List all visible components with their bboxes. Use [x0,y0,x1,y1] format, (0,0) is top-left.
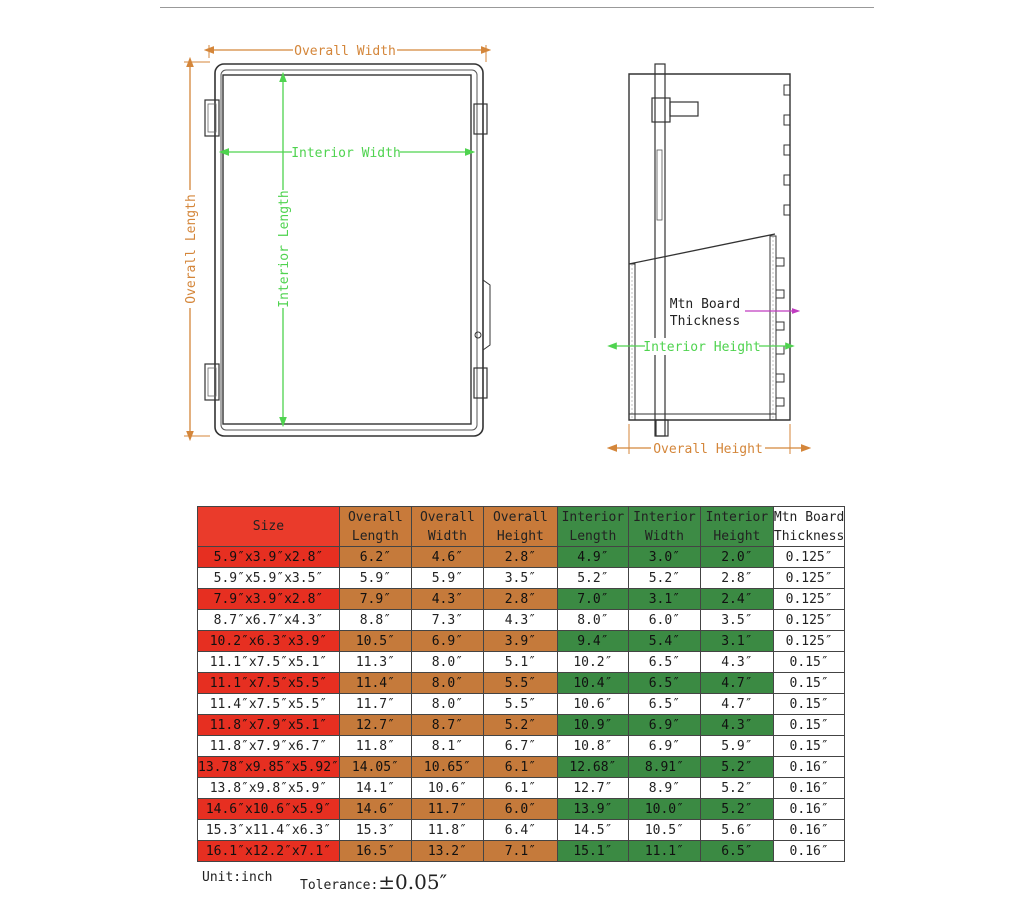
overall-width-label: Overall Width [294,44,396,59]
table-row [198,673,845,694]
table-row [198,547,845,568]
table-cell-mt: 0.15″ [773,715,844,736]
table-cell-ol: 7.9″ [339,589,411,610]
table-row [198,631,845,652]
table-cell-ow: 4.6″ [411,547,483,568]
table-cell-oh: 2.8″ [483,547,557,568]
header-overall-height: Overall Height [483,507,557,547]
table-cell-ih: 4.7″ [700,694,773,715]
interior-height-label: Interior Height [643,340,761,355]
table-row [198,736,845,757]
table-cell-iw: 6.5″ [628,694,700,715]
table-cell-il: 10.6″ [557,694,628,715]
side-view [612,64,806,457]
table-cell-size: 5.9″x5.9″x3.5″ [198,568,340,589]
table-cell-oh: 6.7″ [483,736,557,757]
table-cell-mt: 0.16″ [773,799,844,820]
table-cell-iw: 3.1″ [628,589,700,610]
table-cell-size: 10.2″x6.3″x3.9″ [198,631,340,652]
table-cell-mt: 0.15″ [773,694,844,715]
table-cell-ol: 14.05″ [339,757,411,778]
table-cell-il: 5.2″ [557,568,628,589]
tolerance-label: Tolerance: [300,878,379,893]
table-cell-ow: 13.2″ [411,841,483,862]
table-cell-iw: 5.4″ [628,631,700,652]
table-row [198,589,845,610]
table-cell-ol: 14.6″ [339,799,411,820]
table-cell-ih: 3.1″ [700,631,773,652]
table-cell-il: 10.2″ [557,652,628,673]
table-row [198,694,845,715]
table-cell-il: 4.9″ [557,547,628,568]
header-interior-height: Interior Height [700,507,773,547]
table-cell-iw: 6.0″ [628,610,700,631]
table-cell-ow: 6.9″ [411,631,483,652]
table-cell-size: 11.1″x7.5″x5.1″ [198,652,340,673]
table-cell-iw: 3.0″ [628,547,700,568]
table-cell-oh: 3.9″ [483,631,557,652]
header-interior-width: Interior Width [628,507,700,547]
table-row [198,715,845,736]
table-cell-ih: 2.8″ [700,568,773,589]
table-header-row [198,507,845,547]
front-view [181,41,490,436]
table-cell-size: 11.1″x7.5″x5.5″ [198,673,340,694]
table-cell-ow: 11.8″ [411,820,483,841]
table-row [198,820,845,841]
table-cell-il: 8.0″ [557,610,628,631]
table-cell-ow: 11.7″ [411,799,483,820]
table-cell-iw: 11.1″ [628,841,700,862]
table-cell-size: 11.8″x7.9″x5.1″ [198,715,340,736]
interior-length-label: Interior Length [277,190,292,308]
table-cell-ol: 6.2″ [339,547,411,568]
table-cell-ol: 5.9″ [339,568,411,589]
table-cell-ol: 16.5″ [339,841,411,862]
table-cell-ol: 15.3″ [339,820,411,841]
table-cell-il: 12.7″ [557,778,628,799]
table-cell-oh: 6.1″ [483,778,557,799]
table-cell-mt: 0.15″ [773,736,844,757]
table-cell-mt: 0.125″ [773,610,844,631]
table-cell-size: 11.8″x7.9″x6.7″ [198,736,340,757]
table-cell-ih: 5.2″ [700,778,773,799]
table-cell-ow: 5.9″ [411,568,483,589]
table-cell-mt: 0.16″ [773,841,844,862]
table-cell-ol: 10.5″ [339,631,411,652]
table-row [198,610,845,631]
table-cell-size: 13.8″x9.8″x5.9″ [198,778,340,799]
table-cell-ih: 4.7″ [700,673,773,694]
table-cell-ih: 3.5″ [700,610,773,631]
table-cell-ow: 4.3″ [411,589,483,610]
table-cell-ow: 10.65″ [411,757,483,778]
table-cell-oh: 7.1″ [483,841,557,862]
header-mtn-board-thickness: Mtn Board Thickness [773,507,844,547]
table-cell-ih: 5.2″ [700,757,773,778]
table-row [198,799,845,820]
table-cell-oh: 6.0″ [483,799,557,820]
table-cell-mt: 0.16″ [773,820,844,841]
table-cell-ow: 8.0″ [411,652,483,673]
header-overall-length: Overall Length [339,507,411,547]
table-cell-ol: 11.8″ [339,736,411,757]
interior-width-label: Interior Width [291,146,401,161]
table-cell-iw: 5.2″ [628,568,700,589]
table-cell-il: 12.68″ [557,757,628,778]
table-row [198,652,845,673]
overall-length-label: Overall Length [184,194,199,304]
table-cell-ow: 8.1″ [411,736,483,757]
table-cell-iw: 10.5″ [628,820,700,841]
table-cell-ol: 14.1″ [339,778,411,799]
table-cell-oh: 5.5″ [483,694,557,715]
table-cell-ih: 5.6″ [700,820,773,841]
table-cell-ol: 11.4″ [339,673,411,694]
table-cell-iw: 6.9″ [628,736,700,757]
table-cell-il: 7.0″ [557,589,628,610]
table-cell-iw: 6.5″ [628,652,700,673]
unit-note: Unit:inch [202,870,273,885]
table-cell-ih: 5.9″ [700,736,773,757]
table-cell-ol: 8.8″ [339,610,411,631]
mtn-board-label-2: Thickness [669,314,741,329]
table-cell-ol: 11.3″ [339,652,411,673]
table-cell-il: 14.5″ [557,820,628,841]
table-cell-iw: 8.9″ [628,778,700,799]
table-cell-ow: 10.6″ [411,778,483,799]
table-cell-oh: 6.4″ [483,820,557,841]
table-cell-ow: 8.0″ [411,694,483,715]
table-cell-iw: 8.91″ [628,757,700,778]
table-cell-size: 11.4″x7.5″x5.5″ [198,694,340,715]
table-cell-il: 10.9″ [557,715,628,736]
table-cell-il: 9.4″ [557,631,628,652]
table-cell-oh: 5.1″ [483,652,557,673]
table-cell-ol: 11.7″ [339,694,411,715]
table-cell-ih: 6.5″ [700,841,773,862]
table-cell-size: 15.3″x11.4″x6.3″ [198,820,340,841]
table-cell-ow: 7.3″ [411,610,483,631]
table-cell-iw: 10.0″ [628,799,700,820]
size-spec-table [197,506,845,862]
table-cell-oh: 5.5″ [483,673,557,694]
overall-height-label: Overall Height [653,442,763,457]
table-cell-oh: 6.1″ [483,757,557,778]
table-cell-ih: 5.2″ [700,799,773,820]
table-cell-il: 15.1″ [557,841,628,862]
table-cell-ih: 2.0″ [700,547,773,568]
table-cell-ol: 12.7″ [339,715,411,736]
table-row [198,778,845,799]
table-cell-mt: 0.15″ [773,673,844,694]
table-row [198,841,845,862]
tolerance-value: ±0.05″ [378,870,448,894]
table-row [198,568,845,589]
table-cell-oh: 5.2″ [483,715,557,736]
table-cell-mt: 0.125″ [773,568,844,589]
table-cell-mt: 0.125″ [773,547,844,568]
table-cell-size: 16.1″x12.2″x7.1″ [198,841,340,862]
table-cell-size: 8.7″x6.7″x4.3″ [198,610,340,631]
table-cell-ow: 8.7″ [411,715,483,736]
mtn-board-label-1: Mtn Board [669,297,741,312]
table-cell-ih: 4.3″ [700,652,773,673]
table-cell-ih: 2.4″ [700,589,773,610]
table-cell-mt: 0.16″ [773,757,844,778]
table-cell-ow: 8.0″ [411,673,483,694]
header-interior-length: Interior Length [557,507,628,547]
table-cell-size: 7.9″x3.9″x2.8″ [198,589,340,610]
table-cell-size: 14.6″x10.6″x5.9″ [198,799,340,820]
table-row [198,757,845,778]
table-cell-ih: 4.3″ [700,715,773,736]
table-cell-mt: 0.16″ [773,778,844,799]
header-overall-width: Overall Width [411,507,483,547]
table-cell-il: 10.8″ [557,736,628,757]
table-cell-oh: 2.8″ [483,589,557,610]
table-cell-oh: 4.3″ [483,610,557,631]
table-cell-size: 5.9″x3.9″x2.8″ [198,547,340,568]
table-cell-il: 10.4″ [557,673,628,694]
table-cell-size: 13.78″x9.85″x5.92″ [198,757,340,778]
table-cell-il: 13.9″ [557,799,628,820]
table-cell-mt: 0.125″ [773,631,844,652]
table-cell-mt: 0.125″ [773,589,844,610]
table-cell-mt: 0.15″ [773,652,844,673]
table-cell-iw: 6.5″ [628,673,700,694]
table-cell-iw: 6.9″ [628,715,700,736]
table-cell-oh: 3.5″ [483,568,557,589]
tolerance-note [300,870,447,894]
header-size: Size [198,507,340,547]
